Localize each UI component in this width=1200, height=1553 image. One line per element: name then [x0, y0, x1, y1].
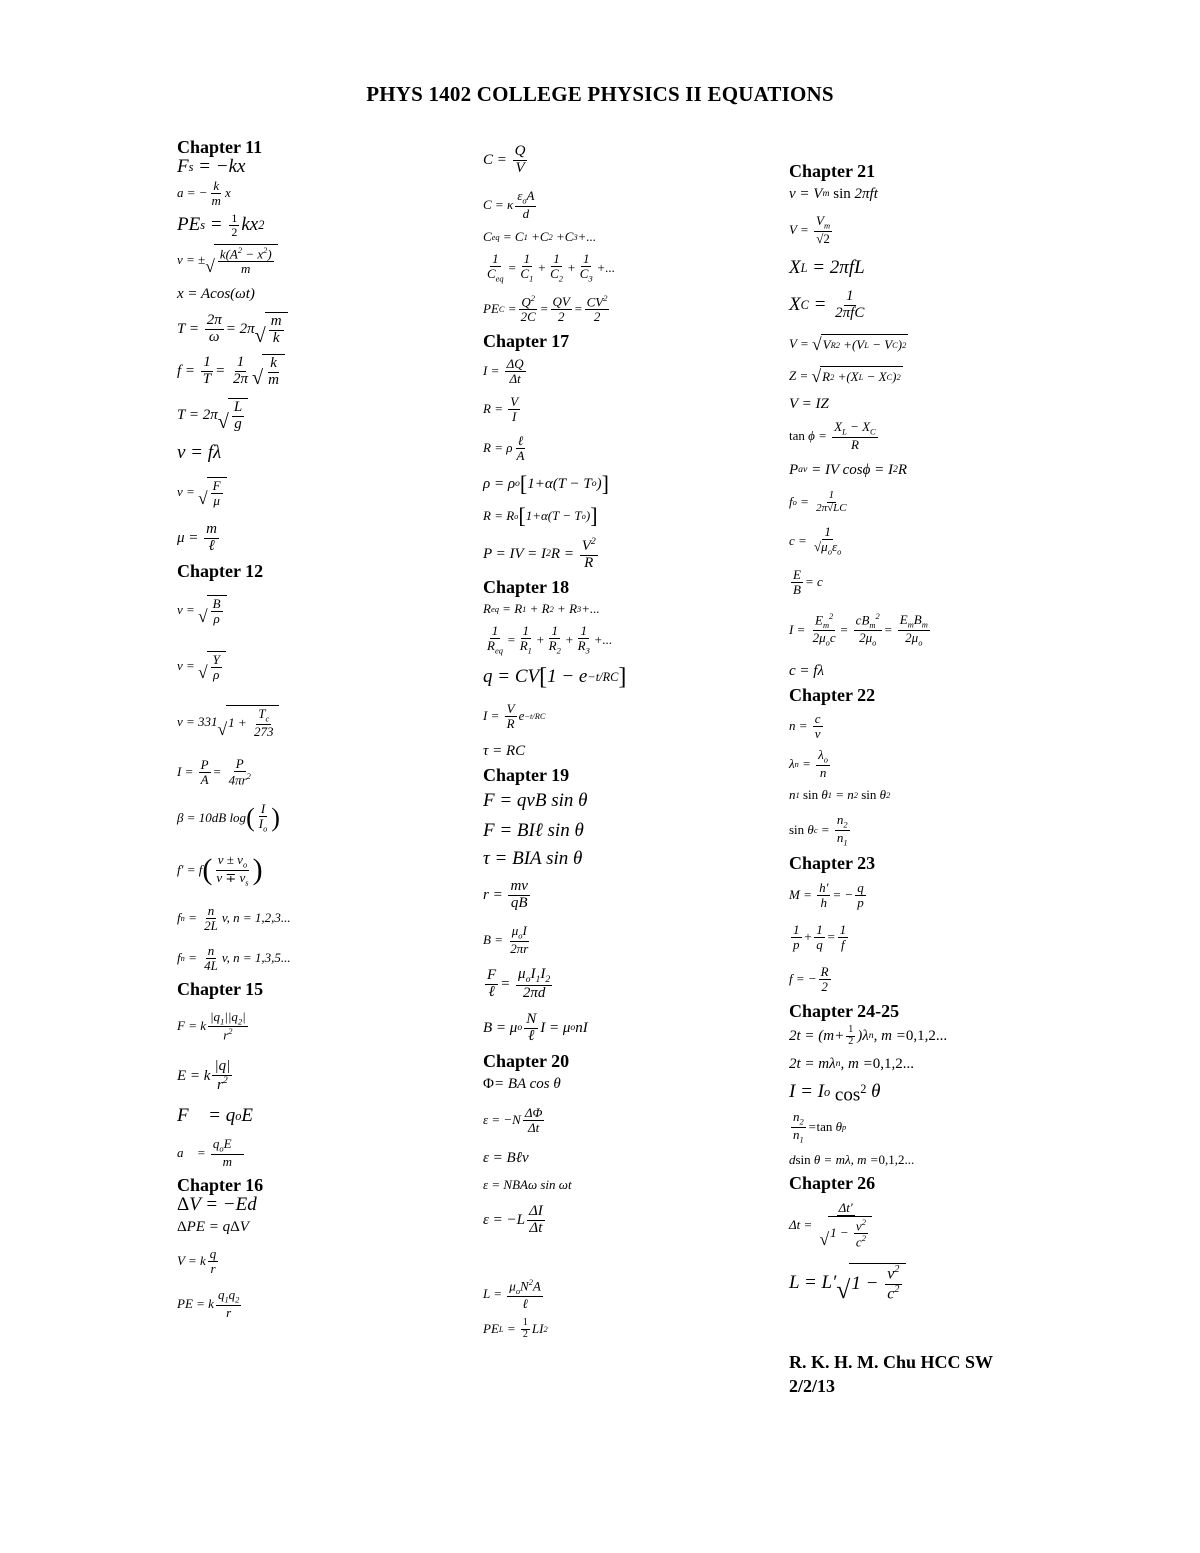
equation: x = Acos(ωt): [177, 286, 255, 302]
equation: τ = RC: [483, 743, 526, 759]
equation: I = I o $\cos^2$ θ: [789, 1081, 881, 1106]
chapter-12-heading: Chapter 12: [177, 561, 264, 581]
equation: L = $\mu_oN^2A$ ℓ: [483, 1276, 541, 1311]
equation: v = V m sin 2πft: [789, 186, 878, 202]
equation: a = − k m x: [177, 177, 231, 208]
equation: ε = NBAω sin ωt: [483, 1177, 572, 1192]
equation: λ n = $\lambda_o$ n: [789, 747, 828, 780]
chapter-19-heading: Chapter 19: [483, 765, 570, 785]
equation: v = √ F μ: [177, 468, 447, 516]
chapter-24-25-heading: Chapter 24-25: [789, 1001, 900, 1021]
equation: X L = 2πfL: [789, 257, 865, 278]
equation: c = fλ: [789, 663, 824, 679]
equation: I = $E_m^2$ $2\mu_oc$ = $cB_m^2$ $2\mu_o$ = $E_mB_m$ $2\mu_o$: [789, 611, 928, 648]
equation: 2t = mλ n , m = 0,1,2...: [789, 1056, 914, 1072]
equation: PE s = 1 2 kx 2: [177, 210, 265, 239]
chapter-26-heading: Chapter 26: [789, 1173, 876, 1193]
equation: c = 1 $√\mu_o\varepsilon_o$: [789, 524, 842, 557]
equation: PE L = 1 2 LI 2: [483, 1317, 548, 1340]
equation: tan ϕ = $X_L - X_C$ R: [789, 419, 876, 452]
equation: Δ V = −Ed: [177, 1194, 257, 1215]
equation: v = √ Y ρ: [177, 638, 447, 694]
equation: $n_2$ $n_1$ = tan θ p: [793, 1109, 847, 1145]
equation: X C = 1 2πfC: [789, 287, 865, 321]
chapter-11-heading: Chapter 11: [177, 137, 263, 157]
column-2: [483, 136, 773, 1342]
column-3: [789, 160, 1089, 1398]
chapter-18-heading: Chapter 18: [483, 577, 570, 597]
equation: τ = BIA sin θ: [483, 848, 583, 869]
equation: V = k q r: [177, 1245, 217, 1276]
equation: ε = −N ΔΦ Δt: [483, 1104, 543, 1135]
equation: n 1 sin θ 1 = n 2 sin θ 2: [789, 787, 891, 802]
equation: E = k |q| $r^2$: [177, 1057, 231, 1093]
chapter-21-heading: Chapter 21: [789, 161, 876, 181]
chapter-20-heading: Chapter 20: [483, 1051, 570, 1071]
equation: R = R o [ 1+α(T − T o ) ]: [483, 503, 598, 528]
equation: F ℓ = $\mu_oI_1I_2$ 2πd: [487, 965, 551, 1001]
equation: PE C = $Q^2$ 2C = QV 2 = $CV^2$ 2: [483, 293, 608, 325]
equation: I = P A = P $4\pi r^2$: [177, 756, 251, 788]
equation: v = fλ: [177, 442, 222, 463]
equation: B = $\mu_oI$ 2πr: [483, 923, 529, 956]
equation: v = 331 √ 1 + $T_c$ 273: [177, 694, 447, 750]
equation: R eq = R 1 + R 2 + R 3 +...: [483, 601, 600, 616]
equation: T = 2π ω = 2π √ m k: [177, 308, 447, 350]
equation: 1 $R_{eq}$ = 1 $R_1$ + 1 $R_2$ + 1 $R_3$ +...: [487, 623, 613, 656]
equation: F⃗ = q o E⃗: [177, 1105, 268, 1126]
equation: f′ = f ( $v \pm v_o$ $v \mp v_s$ ): [177, 852, 263, 888]
chapter-23-heading: Chapter 23: [789, 853, 876, 873]
equation: Z = √ R 2 +(X L − X C ) 2: [789, 366, 901, 387]
equation: f n = n 2L v, n = 1,2,3...: [177, 902, 291, 933]
equation: T = 2π √ L g: [177, 392, 447, 438]
equation: I = ΔQ Δt: [483, 355, 524, 386]
equation: R = ρ ℓ A: [483, 432, 525, 463]
equation: d sin θ = mλ, m = 0,1,2...: [789, 1152, 915, 1167]
equation: q = CV [ 1 − e −t/RC ]: [483, 664, 627, 690]
equation: f o = 1 2π√LC: [789, 488, 847, 514]
equation: a⃗ = $q_oE⃗$ m: [177, 1136, 242, 1169]
equation: L = L′ √ 1 − $v^2$ $c^2$: [789, 1256, 1089, 1310]
column-1: [177, 136, 447, 1326]
equation: C = κ $\varepsilon_oA$ d: [483, 188, 535, 221]
equation: F = k $|q_1||q_2|$ $r^2$: [177, 1008, 246, 1043]
equation: 1 p + 1 q = 1 f: [793, 921, 847, 952]
equation: C = Q V: [483, 142, 526, 176]
page-title: PHYS 1402 COLLEGE PHYSICS II EQUATIONS: [366, 82, 834, 106]
equation: ε = −L ΔI Δt: [483, 1202, 543, 1236]
equation: 1 $C_{eq}$ = 1 $C_1$ + 1 $C_2$ + 1 $C_3$ +...: [487, 251, 616, 284]
equation: v = ± √ $k(A^2 - x^2)$ m: [177, 240, 447, 280]
equation: V = $V_m$ √2: [789, 213, 831, 246]
equation: β = 10dB log ( I $I_o$ ): [177, 801, 280, 834]
equation: B = μ o N ℓ I = μ o nI: [483, 1010, 588, 1044]
equation: PE = k $q_1q_2$ r: [177, 1287, 240, 1320]
equation: P av = IV cosϕ = I 2 R: [789, 462, 908, 478]
equation: r = mv qB: [483, 877, 528, 911]
equation: F = BIℓ sin θ: [483, 820, 584, 841]
chapter-16-heading: Chapter 16: [177, 1175, 264, 1195]
equation: F s = −kx: [177, 156, 246, 177]
equation: f = − R 2: [789, 963, 829, 994]
equation: F = qvB sin θ: [483, 790, 588, 811]
equation: f = 1 T = 1 2π √ k m: [177, 350, 447, 392]
equation: n = c v: [789, 710, 821, 741]
chapter-17-heading: Chapter 17: [483, 331, 570, 351]
equation: μ = m ℓ: [177, 520, 217, 554]
equation: V = √ V R 2 +(V L − V C ) 2: [789, 334, 907, 355]
equation: Δ PE = q Δ V: [177, 1219, 249, 1235]
equation: P = IV = I 2 R = $V^2$ R: [483, 535, 596, 571]
equation: v = √ B ρ: [177, 582, 447, 638]
equation: Φ = BA cos θ: [483, 1076, 561, 1092]
equation: I = V R e −t/RC: [483, 700, 546, 731]
equation: E B = c: [793, 566, 823, 597]
equation: C eq = C 1 +C 2 +C 3 +...: [483, 229, 597, 244]
author-credit: R. K. H. M. Chu HCC SW: [789, 1352, 994, 1372]
equation: V = IZ: [789, 396, 829, 412]
equation: ρ = ρ o [ 1+α(T − T o ) ]: [483, 471, 609, 496]
footer: [789, 1350, 1089, 1398]
equation: R = V I: [483, 393, 519, 424]
equation: M = h′ h = − q p: [789, 879, 864, 910]
equation: sin θ c = $n_2$ $n_1$: [789, 812, 848, 848]
date: 2/2/13: [789, 1376, 836, 1396]
equation: ε = Bℓv: [483, 1150, 529, 1166]
equation: f n = n 4L v, n = 1,3,5...: [177, 942, 291, 973]
chapter-22-heading: Chapter 22: [789, 685, 876, 705]
equation: Δt = Δt′ √ 1 − $v^2$ $c^2$: [789, 1194, 1089, 1256]
chapter-15-heading: Chapter 15: [177, 979, 264, 999]
equation: 2t = (m+ 1 2 )λ n , m = 0,1,2...: [789, 1024, 948, 1047]
